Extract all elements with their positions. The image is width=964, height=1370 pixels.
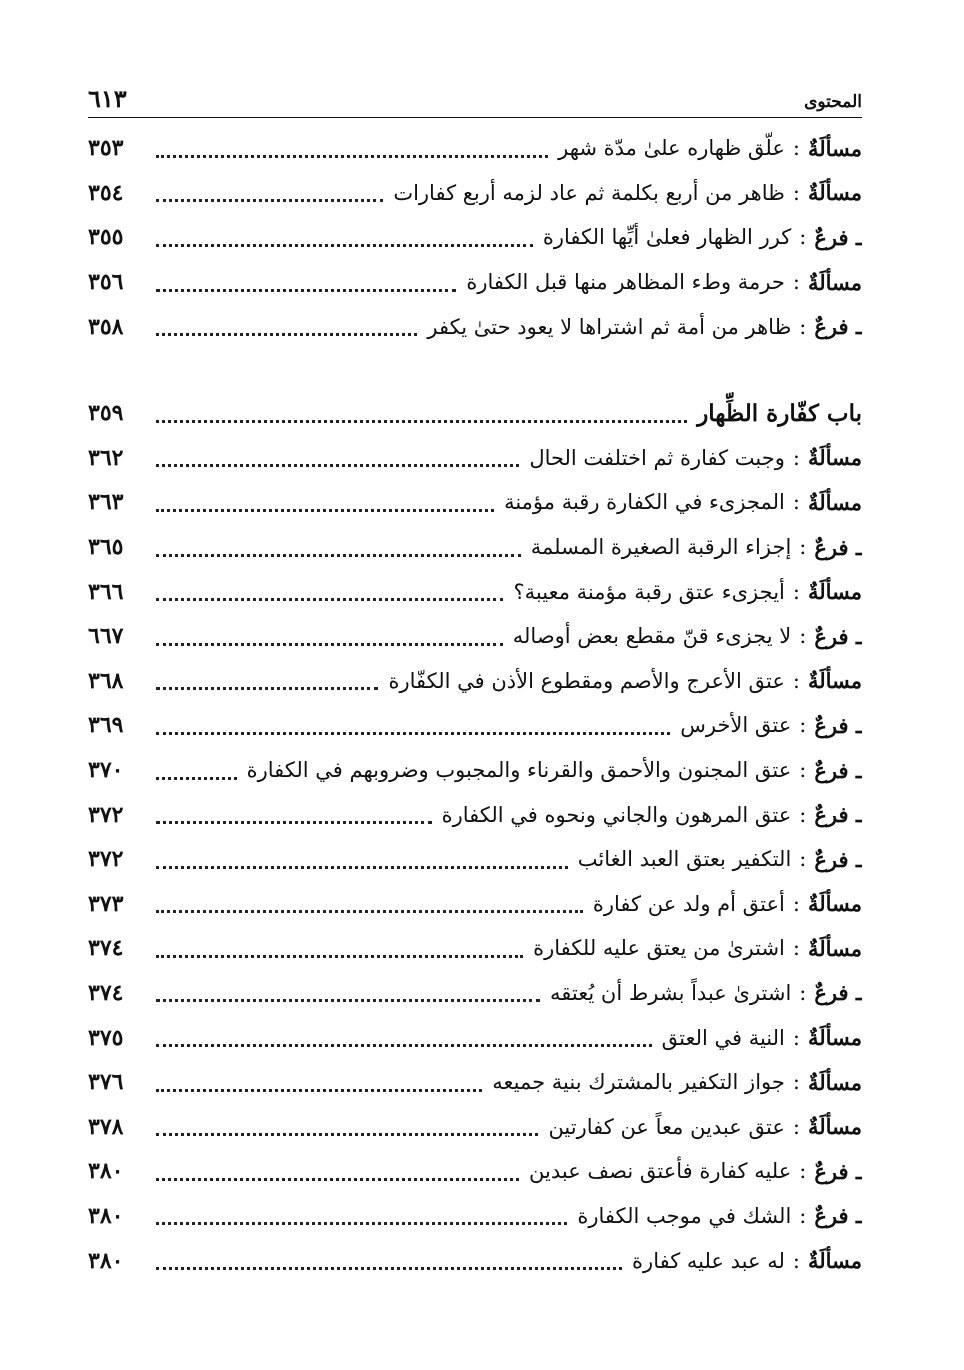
toc-separator: : (792, 579, 800, 604)
toc-page-number: ٣٥٦ (88, 269, 124, 296)
toc-separator: : (792, 1025, 800, 1050)
toc-separator: : (799, 847, 807, 872)
toc-separator: : (792, 891, 800, 916)
toc-entry-label: ـ فرعٌ (814, 757, 862, 783)
toc-separator: : (792, 136, 800, 161)
toc-entry-row (88, 525, 862, 570)
toc-entry-row (88, 1104, 862, 1149)
toc-separator: : (799, 624, 807, 649)
dot-leader (156, 289, 456, 292)
toc-separator: : (799, 225, 807, 250)
toc-separator: : (799, 980, 807, 1005)
toc-entry-label: ـ فرعٌ (814, 1158, 862, 1184)
toc-page-number: ٣٦٥ (88, 534, 124, 561)
toc-entry-title: وجبت كفارة ثم اختلفت الحال (529, 445, 785, 470)
toc-entry-label: مسألَةٌ (807, 668, 862, 694)
toc-entry-row (88, 971, 862, 1016)
toc-page-number: ٣٧٤ (88, 979, 124, 1006)
toc-entry-title: إجزاء الرقبة الصغيرة المسلمة (530, 535, 792, 560)
toc-entry-title: التكفير بعتق العبد الغائب (577, 847, 792, 872)
dot-leader (156, 1089, 482, 1092)
toc-entry-row (88, 1194, 862, 1239)
dot-leader (156, 687, 378, 690)
toc-page-number: ٣٨٠ (88, 1247, 124, 1274)
toc-entry-row (88, 703, 862, 748)
toc-entry-row (88, 260, 862, 305)
toc-entry-label: ـ فرعٌ (814, 224, 862, 250)
toc-entry-label: ـ فرعٌ (814, 314, 862, 340)
toc-page-number: ٣٦٢ (88, 444, 124, 471)
toc-entry-label: ـ فرعٌ (814, 980, 862, 1006)
page-number: ٦١٣ (88, 84, 127, 113)
toc-entry-row (88, 1149, 862, 1194)
dot-leader (156, 1044, 652, 1047)
toc-entry-label: مسألَةٌ (807, 1114, 862, 1140)
toc-page-number: ٣٨٠ (88, 1202, 124, 1229)
toc-entry-label: ـ فرعٌ (814, 1203, 862, 1229)
toc-entry-label: ـ فرعٌ (814, 534, 862, 560)
toc-separator: : (792, 1070, 800, 1095)
toc-entry-title: اشترىٰ عبداً بشرط أن يُعتقه (550, 980, 792, 1005)
toc-entry-row (88, 792, 862, 837)
toc-entry-row (88, 215, 862, 260)
toc-entry-label: ـ فرعٌ (814, 712, 862, 738)
running-title: المحتوى (804, 92, 862, 112)
toc-entry-row (88, 882, 862, 927)
toc-entry-title: أعتق أم ولد عن كفارة (592, 891, 785, 916)
toc-entry-label: ـ فرعٌ (814, 846, 862, 872)
toc-separator: : (792, 1248, 800, 1273)
toc-entry-row (88, 480, 862, 525)
toc-separator: : (799, 314, 807, 339)
toc-page-number: ٣٧٤ (88, 935, 124, 962)
toc-separator: : (792, 936, 800, 961)
toc-entry-title: علّق ظهاره علىٰ مدّة شهر (558, 136, 785, 161)
toc-entry-title: عتق عبدين معاً عن كفارتين (548, 1114, 785, 1139)
toc-page-number: ٣٨٠ (88, 1158, 124, 1185)
toc-entry-row (88, 837, 862, 882)
dot-leader (156, 1267, 622, 1270)
dot-leader (156, 1222, 567, 1225)
toc-entry-label: مسألَةٌ (807, 891, 862, 917)
toc-entry-label: مسألَةٌ (807, 1069, 862, 1095)
dot-leader (156, 598, 503, 601)
toc-page-number: ٣٥٨ (88, 313, 124, 340)
dot-leader (156, 643, 503, 646)
toc-entry-title: له عبد عليه كفارة (632, 1248, 785, 1273)
toc-section-title: باب كفّارة الظِّهار (697, 399, 862, 427)
toc-entry-label: مسألَةٌ (807, 489, 862, 515)
toc-entry-row (88, 126, 862, 171)
toc-entry-title: حرمة وطء المظاهر منها قبل الكفارة (466, 270, 785, 295)
toc-entry-row (88, 436, 862, 481)
dot-leader (156, 554, 521, 557)
toc-entry-title: أيجزىء عتق رقبة مؤمنة معيبة؟ (513, 579, 785, 604)
toc-entry-title: جواز التكفير بالمشترك بنية جميعه (492, 1070, 785, 1095)
toc-entry-label: مسألَةٌ (807, 135, 862, 161)
dot-leader (156, 955, 523, 958)
toc-entry-title: عتق الأعرج والأصم ومقطوع الأذن في الكفّارة (388, 668, 785, 693)
toc-entry-title: ظاهر من أربع بكلمة ثم عاد لزمه أربع كفارات (393, 180, 785, 205)
toc-entry-row (88, 659, 862, 704)
toc-section-row (88, 391, 862, 436)
toc-separator: : (792, 668, 800, 693)
toc-separator: : (799, 713, 807, 738)
toc-page-number: ٣٦٦ (88, 578, 124, 605)
toc-entry-row (88, 1060, 862, 1105)
dot-leader (156, 821, 432, 824)
toc-page-number: ٣٥٣ (88, 135, 124, 162)
toc-separator: : (792, 270, 800, 295)
toc-entry-label: مسألَةٌ (807, 1025, 862, 1051)
toc-page-number: ٣٧٢ (88, 801, 124, 828)
toc-entry-row (88, 1238, 862, 1283)
toc-entry-label: مسألَةٌ (807, 445, 862, 471)
toc-entry-title: عتق المرهون والجاني ونحوه في الكفارة (441, 802, 792, 827)
toc-entry-title: عتق المجنون والأحمق والقرناء والمجبوب وضروبهم في الكفارة (246, 758, 792, 783)
dot-leader (156, 509, 494, 512)
dot-leader (156, 777, 237, 780)
dot-leader (156, 999, 540, 1002)
dot-leader (156, 732, 670, 735)
dot-leader (156, 244, 533, 247)
toc-entry-title: اشترىٰ من يعتق عليه للكفارة (533, 936, 785, 961)
toc-page-number: ٣٥٩ (88, 400, 124, 427)
dot-leader (156, 155, 548, 158)
toc-entry-title: لا يجزىء قنّ مقطع بعض أوصاله (512, 624, 792, 649)
toc-page-number: ٣٦٣ (88, 489, 124, 516)
document-page (88, 78, 862, 1283)
toc-entry-title: ظاهر من أمة ثم اشتراها لا يعود حتىٰ يكفر (427, 314, 792, 339)
dot-leader (156, 464, 519, 467)
toc-separator: : (792, 1114, 800, 1139)
toc-page-number: ٣٦٩ (88, 712, 124, 739)
toc-separator: : (799, 535, 807, 560)
dot-leader (156, 333, 417, 336)
toc-entry-label: ـ فرعٌ (814, 623, 862, 649)
toc-entry-label: مسألَةٌ (807, 935, 862, 961)
toc-entry-title: المجزىء في الكفارة رقبة مؤمنة (504, 490, 785, 515)
toc-entry-title: الشك في موجب الكفارة (577, 1203, 792, 1228)
toc-separator: : (792, 180, 800, 205)
toc-entry-title: النية في العتق (661, 1025, 785, 1050)
toc-separator: : (792, 490, 800, 515)
toc-separator: : (799, 1203, 807, 1228)
toc-entry-row (88, 748, 862, 793)
toc-entry-row (88, 569, 862, 614)
toc-entry-label: ـ فرعٌ (814, 802, 862, 828)
toc-separator: : (799, 758, 807, 783)
toc-page-number: ٣٧٢ (88, 846, 124, 873)
toc-entry-row (88, 304, 862, 349)
toc-entry-label: مسألَةٌ (807, 180, 862, 206)
toc-separator: : (799, 802, 807, 827)
toc-entry-label: مسألَةٌ (807, 1248, 862, 1274)
toc-page-number: ٣٧٣ (88, 890, 124, 917)
toc-page-number: ٣٥٤ (88, 179, 124, 206)
toc-entry-row (88, 1015, 862, 1060)
dot-leader (156, 866, 568, 869)
toc-page-number: ٣٧٥ (88, 1024, 124, 1051)
dot-leader (156, 420, 687, 423)
toc-page-number: ٣٧٠ (88, 757, 124, 784)
toc-entry-title: كرر الظهار فعلىٰ أيِّها الكفارة (542, 225, 792, 250)
dot-leader (156, 1133, 538, 1136)
toc-entry-label: مسألَةٌ (807, 579, 862, 605)
dot-leader (156, 1178, 519, 1181)
dot-leader (156, 910, 583, 913)
toc-page-number: ٦٦٧ (88, 623, 124, 650)
toc-page-number: ٣٧٨ (88, 1113, 124, 1140)
toc-page-number: ٣٦٨ (88, 667, 124, 694)
toc-entry-row (88, 926, 862, 971)
page-header (88, 78, 862, 118)
toc-entry-row (88, 171, 862, 216)
toc-separator: : (799, 1159, 807, 1184)
toc-separator: : (792, 445, 800, 470)
toc-page-number: ٣٧٦ (88, 1069, 124, 1096)
toc-page-number: ٣٥٥ (88, 224, 124, 251)
dot-leader (156, 199, 383, 202)
toc-entry-row (88, 614, 862, 659)
toc-entry-label: مسألَةٌ (807, 269, 862, 295)
toc-entry-title: عتق الأخرس (680, 713, 792, 738)
toc-entry-title: عليه كفارة فأعتق نصف عبدين (529, 1159, 792, 1184)
table-of-contents (88, 126, 862, 1283)
